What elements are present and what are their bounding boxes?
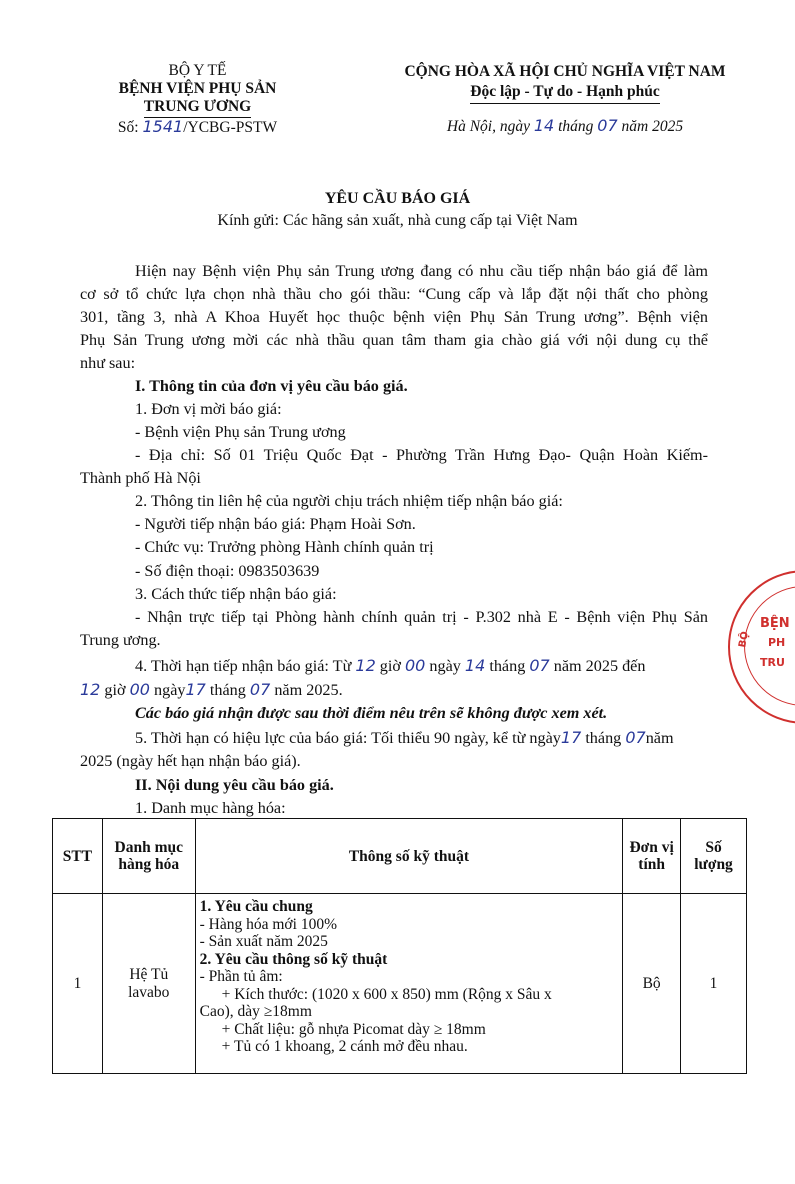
- section2-item1: 1. Danh mục hàng hóa:: [135, 799, 286, 817]
- section1-item3: 3. Cách thức tiếp nhận báo giá:: [135, 585, 337, 603]
- validity-line-1: 5. Thời hạn có hiệu lực của báo giá: Tối thiểu 90 ngày, kể từ ngày17 tháng 07năm: [135, 728, 674, 747]
- official-stamp: [728, 570, 795, 724]
- header-goods-name: Danh mục hàng hóa: [102, 819, 195, 894]
- deadline-start-day: 14: [464, 656, 486, 675]
- hospital-name-line1: BỆNH VIỆN PHỤ SẢN: [118, 80, 277, 97]
- row-unit: Bộ: [623, 894, 681, 1074]
- stamp-text-line3: TRU: [760, 656, 785, 669]
- stamp-text-line2: PH: [768, 636, 786, 649]
- deadline-start-hour: 12: [355, 656, 376, 675]
- issue-date: Hà Nội, ngày 14 tháng 07 năm 2025: [446, 116, 684, 135]
- receiver-name: - Người tiếp nhận báo giá: Phạm Hoài Sơn.: [135, 515, 416, 533]
- national-motto: Độc lập - Tự do - Hạnh phúc: [470, 82, 659, 104]
- validity-line-2: 2025 (ngày hết hạn nhận báo giá).: [80, 752, 301, 770]
- document-number: Số: 1541/YCBG-PSTW: [117, 117, 278, 136]
- document-title: YÊU CẦU BÁO GIÁ: [324, 190, 471, 207]
- address-line-2: Thành phố Hà Nội: [80, 469, 201, 487]
- country-name: CỘNG HÒA XÃ HỘI CHỦ NGHĨA VIỆT NAM: [404, 63, 726, 80]
- section1-heading: I. Thông tin của đơn vị yêu cầu báo giá.: [135, 377, 408, 395]
- goods-table: [52, 818, 747, 1074]
- ministry-name: BỘ Y TẾ: [168, 62, 227, 79]
- date-day-handwritten: 14: [533, 116, 555, 135]
- header-stt: STT: [53, 819, 103, 894]
- row-stt: 1: [53, 894, 103, 1074]
- table-row: [53, 894, 747, 1074]
- table-header-row: [53, 819, 747, 894]
- header-specifications: Thông số kỹ thuật: [195, 819, 623, 894]
- receiver-position: - Chức vụ: Trưởng phòng Hành chính quản trị: [135, 538, 434, 556]
- method-line-1: - Nhận trực tiếp tại Phòng hành chính quản trị - P.302 nhà E - Bệnh viện Phụ Sản: [135, 608, 708, 626]
- late-submission-note: Các báo giá nhận được sau thời điểm nêu trên sẽ không được xem xét.: [135, 704, 608, 722]
- header-unit: Đơn vị tính: [623, 819, 681, 894]
- doc-number-handwritten: 1541: [142, 117, 184, 136]
- stamp-text-side: BỘ: [737, 630, 751, 649]
- method-line-2: Trung ương.: [80, 631, 161, 649]
- intro-line-3: 301, tầng 3, nhà A Khoa Huyết học thuộc bệnh viện Phụ Sản Trung ương”. Bệnh viện: [80, 308, 708, 326]
- intro-line-5: như sau:: [80, 354, 136, 372]
- stamp-text-line1: BỆN: [760, 616, 790, 631]
- receiver-phone: - Số điện thoại: 0983503639: [135, 562, 320, 580]
- deadline-line-2: 12 giờ 00 ngày17 tháng 07 năm 2025.: [80, 680, 343, 699]
- deadline-end-day: 17: [185, 680, 206, 699]
- hospital-name-line2: TRUNG ƯƠNG: [144, 98, 252, 118]
- national-header: [400, 62, 730, 137]
- section2-heading: II. Nội dung yêu cầu báo giá.: [135, 776, 334, 794]
- row-quantity: 1: [681, 894, 747, 1074]
- deadline-end-minute: 00: [129, 680, 150, 699]
- recipient-line: Kính gửi: Các hãng sản xuất, nhà cung cấp tại Việt Nam: [217, 212, 578, 229]
- deadline-start-month: 07: [529, 656, 550, 675]
- requesting-unit: - Bệnh viện Phụ sản Trung ương: [135, 423, 346, 441]
- intro-line-4: Phụ Sản Trung ương mời các nhà thầu quan tâm tham gia chào giá với nội dung cụ thể: [80, 331, 708, 349]
- section1-item2: 2. Thông tin liên hệ của người chịu trách nhiệm tiếp nhận báo giá:: [135, 492, 563, 510]
- row-goods-name: Hệ Tủ lavabo: [102, 894, 195, 1074]
- deadline-end-hour: 12: [80, 680, 101, 699]
- deadline-start-minute: 00: [405, 656, 426, 675]
- intro-line-1: Hiện nay Bệnh viện Phụ sản Trung ương đang có nhu cầu tiếp nhận báo giá để làm: [135, 262, 708, 280]
- header-quantity: Số lượng: [681, 819, 747, 894]
- validity-month: 07: [625, 728, 646, 747]
- issuer-block: [95, 62, 300, 137]
- deadline-end-month: 07: [249, 680, 271, 699]
- address-line-1: - Địa chỉ: Số 01 Triệu Quốc Đạt - Phường Trần Hưng Đạo- Quận Hoàn Kiếm-: [135, 446, 708, 464]
- deadline-line-1: 4. Thời hạn tiếp nhận báo giá: Từ 12 giờ 00 ngày 14 tháng 07 năm 2025 đến: [135, 656, 646, 675]
- section1-item1: 1. Đơn vị mời báo giá:: [135, 400, 282, 418]
- row-specifications: 1. Yêu cầu chung - Hàng hóa mới 100% - Sản xuất năm 2025 2. Yêu cầu thông số kỹ thuật - Phần tủ âm: + Kích thước: (1020 x 600 x 850) mm (Rộng x Sâu x Cao), dày ≥18mm + Chất liệu: gỗ nhựa Picomat dày ≥ 18mm + Tủ có 1 khoang, 2 cánh mở đều nhau.: [195, 894, 623, 1074]
- intro-line-2: cơ sở tổ chức lựa chọn nhà thầu cho gói thầu: “Cung cấp và lắp đặt nội thất cho phòng: [80, 285, 708, 303]
- date-month-handwritten: 07: [597, 116, 618, 135]
- validity-day: 17: [560, 728, 582, 747]
